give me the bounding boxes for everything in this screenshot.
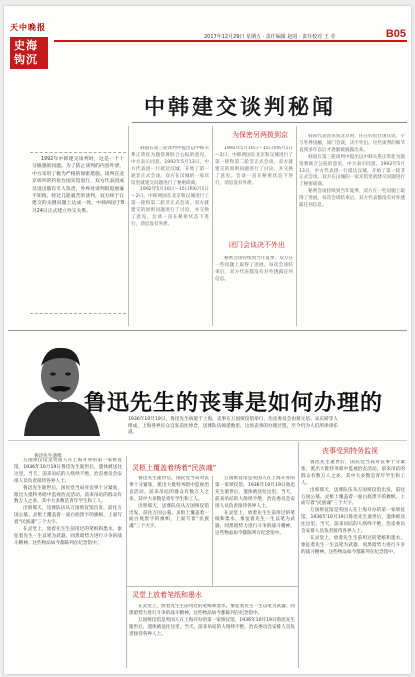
story2-column-2 (129, 476, 209, 584)
paragraph: 韩国代表团来到北京时，住在钓鱼台国宾馆，不与外界接触，闭门会谈，决不外出。这些谈判的细节直到多年以后才逐渐被披露出来。 (299, 134, 405, 153)
column-divider (298, 442, 299, 668)
paragraph: 万国殡仪馆是英国人在上海开办的第一家殡仪馆，1936年10月19日鲁迅先生逝世后，遗体被送往这里。当天，前来吊唁的人络绎不绝，治丧委员会安排人员负责接待各界人士。 (215, 476, 295, 509)
paragraph: 鲁迅先生逝世后，国民党当局对丧事十分紧张，派出大批特务暗中监视治丧活动。前来吊唁的群众有数万人之多，其中大多数是青年学生和工人。 (301, 460, 405, 486)
story2-column-1 (14, 458, 122, 668)
photo-caption: 鲁迅先生遗像 (34, 454, 62, 459)
column-logo (10, 22, 48, 69)
newspaper-page (4, 6, 411, 674)
brand-name: 天中晚报 (10, 22, 46, 32)
paragraph: 1992年5月10日～15日和6月1日～2日，中韩两国在北京和汉城进行了第一轮和第二轮非正式会谈。双方就建交的原则问题进行了讨论，并交换了意见。会谈一直在秘密状态下进行，消息没有外泄。 (215, 146, 293, 186)
subhead-pen-ink: 灵堂上放着笔纸和墨水 (132, 591, 202, 599)
story1-column-3 (299, 134, 405, 324)
column-name: 史海钩沉 (10, 37, 48, 69)
story2-column-5 (301, 460, 405, 668)
paragraph: 秘密会谈持续到当年夏季，双方在一些问题上取得了进展。每次会谈结束后，双方代表都没有对外透露任何信息。 (215, 256, 293, 282)
paragraph: 韩国在第三轮谈判中提出以中韩关系正常化为题签署联合公报的意见，中方表示同意。1992年5月13日，中方代表团一行抵达汉城，开始了第一轮非正式会谈。双方在汉城的一家宾馆里就建交问题进行了秘密磋商。 (299, 154, 405, 188)
column-divider (126, 456, 127, 668)
column-divider (212, 476, 213, 586)
story1-column-2b (215, 256, 293, 324)
story2-headline: 鲁迅先生的丧事是如何办理的 (84, 391, 384, 416)
paragraph: 在灵堂上，放着先生生前用过的笔纸和墨水，象征着先生一生以笔为武器，同黑暗势力进行斗争的战斗精神。这些物品如今都陈列在纪念馆中。 (14, 527, 122, 546)
paragraph: 在灵堂上，放着先生生前用过的笔纸和墨水，象征着先生一生以笔为武器，同黑暗势力进行斗争的战斗精神。这些物品如今都陈列在纪念馆中。 (301, 535, 405, 555)
paragraph: 万国殡仪馆是英国人在上海开办的第一家殡仪馆，1936年10月19日鲁迅先生逝世后，遗体被送往这里。当天，前来吊唁的人络绎不绝，治丧委员会安排人员负责接待各界人士。 (301, 508, 405, 535)
paragraph: 出殡那天，送葬队伍从万国殡仪馆出发，前往万国公墓。灵柩上覆盖着一面白底黑字的旗帜，上面写着“民族魂”三个大字。 (129, 503, 209, 530)
subhead-closed-doors: 闭门会谈决不外出 (229, 241, 285, 249)
column-divider (212, 126, 213, 326)
paragraph: 鲁迅先生逝世后，国民党当局对丧事十分紧张，派出大批特务暗中监视治丧活动。前来吊唁的群众有数万人之多，其中大多数是青年学生和工人。 (129, 476, 209, 502)
column-divider (128, 126, 129, 326)
story2-column-4 (129, 604, 295, 668)
paragraph: 万国殡仪馆是英国人在上海开办的第一家殡仪馆，1936年10月19日鲁迅先生逝世后，遗体被送往这里。当天，前来吊唁的人络绎不绝，治丧委员会安排人员负责接待各界人士。 (14, 458, 122, 484)
story1-intro (32, 156, 124, 308)
story1-column-2 (215, 146, 293, 236)
subhead-secrecy: 为保密另两拨到京 (232, 131, 288, 139)
subhead-surveillance: 丧事受到特务监视 (322, 447, 378, 455)
paragraph: 在灵堂上，放着先生生前用过的笔纸和墨水，象征着先生一生以笔为武器，同黑暗势力进行斗争的战斗精神。这些物品如今都陈列在纪念馆中。 (129, 604, 295, 616)
paragraph: 鲁迅先生逝世后，国民党当局对丧事十分紧张，派出大批特务暗中监视治丧活动。前来吊唁的群众有数万人之多，其中大多数是青年学生和工人。 (14, 485, 122, 505)
paragraph: 韩国在第三轮谈判中提出以中韩关系正常化为题签署联合公报的意见，中方表示同意。1992年5月13日，中方代表团一行抵达汉城，开始了第一轮非正式会谈。双方在汉城的一家宾馆里就建交问题进行了秘密磋商。 (131, 146, 209, 186)
column-divider (296, 126, 297, 326)
paragraph: 出殡那天，送葬队伍从万国殡仪馆出发，前往万国公墓。灵柩上覆盖着一面白底黑字的旗帜，上面写着“民族魂”三个大字。 (301, 487, 405, 507)
paragraph: 出殡那天，送葬队伍从万国殡仪馆出发，前往万国公墓。灵柩上覆盖着一面白底黑字的旗帜，上面写着“民族魂”三个大字。 (14, 506, 122, 526)
edition-info: 2017年12月29日 星期五 · 责任编辑 赵国 · 责任校对 王 莹 (204, 34, 336, 40)
section-rule (126, 586, 298, 587)
deck-rule (8, 440, 407, 441)
headline-rule (132, 122, 407, 123)
intro-text: 1992年中韩建交谈判时，这是一个十分敏感的问题。为了防止谈判的内容外泄，中方采用了极为严格的保密措施。谈判在北京郊外的钓鱼台国宾馆进行，双方代表团成员进出都有专人负责，外界对谈判的进展毫不知情。经过几轮艰苦的谈判，双方终于在建交的关键问题上达成一致，中韩两国于8月24日正式建立外交关系。 (32, 157, 124, 214)
paragraph: 在灵堂上，放着先生生前用过的笔纸和墨水，象征着先生一生以笔为武器，同黑暗势力进行斗争的战斗精神。这些物品如今都陈列在纪念馆中。 (215, 510, 295, 537)
paragraph: 秘密会谈持续到当年夏季，双方在一些问题上取得了进展。每次会谈结束后，双方代表都没有对外透露任何信息。 (299, 189, 405, 209)
story1-headline: 中韩建交谈判秘闻 (144, 95, 336, 119)
paragraph: 万国殡仪馆是英国人在上海开办的第一家殡仪馆，1936年10月19日鲁迅先生逝世后，遗体被送往这里。当天，前来吊唁的人络绎不绝，治丧委员会安排人员负责接待各界人士。 (129, 617, 295, 637)
story2-column-3 (215, 476, 295, 584)
story-divider (8, 330, 407, 331)
story1-column-1 (131, 146, 209, 324)
story2-deck: 1936年10月19日，鲁迅先生病逝于上海，丧事在万国殡仪馆举行。治丧委员会由蔡元培、宋庆龄等人组成，上海各界民众自发前往悼念，送葬队伍绵延数里。这场丧事的办理过程，至今仍为人们所津津乐道。 (128, 417, 338, 435)
paragraph: 1992年5月10日～15日和6月1日～2日，中韩两国在北京和汉城进行了第一轮和第二轮非正式会谈。双方就建交的原则问题进行了讨论，并交换了意见。会谈一直在秘密状态下进行，消息没有外泄。 (131, 187, 209, 227)
page-number: B05 (385, 28, 406, 40)
subhead-national-soul: 灵柩上覆盖着绣着“民族魂” (132, 464, 217, 472)
header-rule (54, 40, 407, 42)
